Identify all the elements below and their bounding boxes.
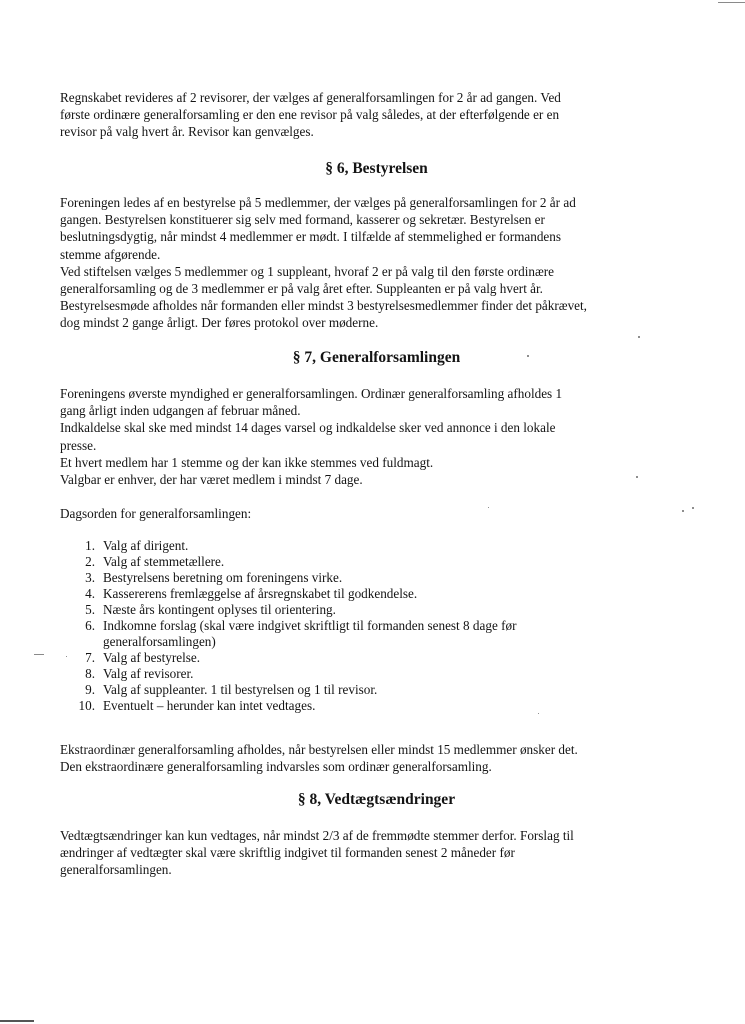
text-line: gangen. Bestyrelsen konstituerer sig selv med formand, kasserer og sekretær. Bestyrelsen er: [60, 212, 545, 228]
revision-paragraph: [60, 89, 645, 141]
text-line: revisor på valg hvert år. Revisor kan genvælges.: [60, 124, 314, 140]
agenda-item: [60, 698, 650, 714]
scan-speck: [538, 713, 539, 714]
text-line: Bestyrelsesmøde afholdes når formanden eller mindst 3 bestyrelsesmedlemmer finder det påkrævet,: [60, 298, 587, 314]
text-line: Regnskabet revideres af 2 revisorer, der vælges af generalforsamlingen for 2 år ad gangen. Ved: [60, 90, 561, 105]
section-7-paragraph: [60, 385, 645, 488]
text-line: Den ekstraordinære generalforsamling indvarsles som ordinær generalforsamling.: [60, 759, 492, 775]
section-7-heading: § 7, Generalforsamlingen: [292, 349, 461, 366]
text-line: ændringer af vedtægter skal være skriftlig indgivet til formanden senest 2 måneder før: [60, 845, 515, 861]
agenda-item: [60, 538, 650, 554]
agenda-item: [60, 618, 650, 650]
text-line: generalforsamlingen.: [60, 862, 172, 878]
agenda-text: Bestyrelsens beretning om foreningens virke.: [103, 570, 343, 585]
agenda-number: 10.: [78, 698, 95, 713]
scan-speck: [66, 656, 67, 657]
agenda-number: 8.: [85, 666, 95, 681]
text-line: stemme afgørende.: [60, 246, 161, 262]
agenda-item: [60, 602, 650, 618]
agenda-text: Næste års kontingent oplyses til orientering.: [103, 602, 336, 617]
scan-dash-mark: [34, 654, 44, 655]
agenda-number: 5.: [85, 602, 95, 617]
agenda-item: [60, 586, 650, 602]
agenda-text: Kassererens fremlæggelse af årsregnskabet til godkendelse.: [103, 586, 418, 601]
section-8-heading: § 8, Vedtægtsændringer: [297, 791, 456, 808]
extraordinary-paragraph: [60, 741, 645, 775]
section-8-paragraph: [60, 827, 645, 879]
text-line: Ekstraordinær generalforsamling afholdes, når bestyrelsen eller mindst 15 medlemmer ønsker det.: [60, 742, 578, 757]
agenda-number: 4.: [85, 586, 95, 601]
text-line: generalforsamling og de 3 medlemmer er på valg året efter. Suppleanten er på valg hvert år.: [60, 281, 543, 297]
scan-speck: [488, 507, 489, 508]
agenda-number: 6.: [85, 618, 95, 633]
text-line: Ved stiftelsen vælges 5 medlemmer og 1 suppleant, hvoraf 2 er på valg til den første ordinære: [60, 263, 555, 279]
text-line: Valgbar er enhver, der har været medlem i mindst 7 dage.: [60, 472, 363, 488]
agenda-item: [60, 650, 650, 666]
agenda-text: Valg af stemmetællere.: [103, 554, 225, 569]
text-line: Indkaldelse skal ske med mindst 14 dages varsel og indkaldelse sker ved annonce i den lokale: [60, 420, 556, 436]
agenda-item: [60, 666, 650, 682]
text-line: beslutningsdygtig, når mindst 4 medlemmer er mødt. I tilfælde af stemmelighed er formandens: [60, 229, 562, 245]
scan-edge-mark: [0, 1020, 34, 1022]
agenda-text: Valg af revisorer.: [103, 666, 194, 681]
text-line: Foreningens øverste myndighed er generalforsamlingen. Ordinær generalforsamling afholdes 1: [60, 386, 563, 401]
text-line: Foreningen ledes af en bestyrelse på 5 medlemmer, der vælges på generalforsamlingen for 2 år ad: [60, 195, 576, 210]
agenda-number: 9.: [85, 682, 95, 697]
agenda-number: 1.: [85, 538, 95, 553]
agenda-text: Valg af dirigent.: [103, 538, 189, 553]
text-line: første ordinære generalforsamling er den ene revisor på valg således, at der efterfølgende er en: [60, 107, 560, 123]
agenda-item: [60, 570, 650, 586]
scan-speck: [636, 476, 638, 478]
agenda-number: 3.: [85, 570, 95, 585]
scan-edge-mark: [718, 2, 745, 3]
scan-speck: [527, 355, 529, 357]
agenda-text: Valg af bestyrelse.: [103, 650, 201, 665]
section-6-heading: § 6, Bestyrelsen: [325, 160, 428, 177]
scan-speck: [692, 507, 694, 509]
agenda-number: 2.: [85, 554, 95, 569]
agenda-text-continuation: generalforsamlingen): [103, 634, 216, 649]
agenda-item: [60, 554, 650, 570]
text-line: dog mindst 2 gange årligt. Der føres protokol over møderne.: [60, 315, 379, 331]
agenda-item: [60, 682, 650, 698]
agenda-number: 7.: [85, 650, 95, 665]
text-line: Vedtægtsændringer kan kun vedtages, når mindst 2/3 af de fremmødte stemmer derfor. Forslag til: [60, 828, 574, 843]
section-6-paragraph: [60, 194, 645, 332]
scan-speck: [638, 336, 640, 338]
text-line: gang årligt inden udgangen af februar måned.: [60, 403, 301, 419]
agenda-list: [60, 538, 650, 714]
agenda-text: Indkomne forslag (skal være indgivet skriftligt til formanden senest 8 dage før: [103, 618, 517, 633]
text-line: presse.: [60, 437, 97, 453]
text-line: Et hvert medlem har 1 stemme og der kan ikke stemmes ved fuldmagt.: [60, 454, 434, 470]
scan-speck: [682, 510, 684, 512]
agenda-text: Eventuelt – herunder kan intet vedtages.: [103, 698, 316, 713]
agenda-text: Valg af suppleanter. 1 til bestyrelsen og 1 til revisor.: [103, 682, 378, 697]
agenda-intro: Dagsorden for generalforsamlingen:: [60, 506, 252, 521]
